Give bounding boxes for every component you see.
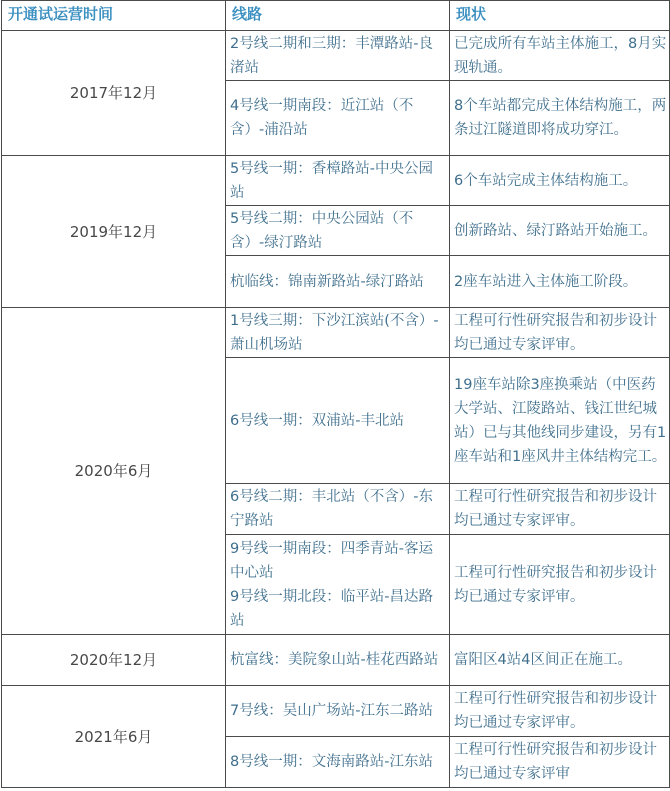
metro-schedule-table: [1, 0, 670, 788]
status-cell: 6个车站完成主体结构施工。: [450, 156, 670, 206]
status-cell: 富阳区4站4区间正在施工。: [450, 635, 670, 686]
header-date: 开通试运营时间: [2, 1, 226, 31]
table-row: [2, 686, 670, 737]
line-cell: 8号线一期：文海南路站-江东站: [226, 737, 450, 788]
table-row: [2, 635, 670, 686]
line-cell: 5号线二期：中央公园站（不含）-绿汀路站: [226, 206, 450, 256]
status-cell: 8个车站都完成主体结构施工，两条过江隧道即将成功穿江。: [450, 81, 670, 156]
line-cell: [226, 535, 450, 635]
status-cell: 工程可行性研究报告和初步设计均已通过专家评审: [450, 737, 670, 788]
line-cell: 2号线二期和三期：丰潭路站-良渚站: [226, 31, 450, 81]
line-cell: 杭富线：美院象山站-桂花西路站: [226, 635, 450, 686]
date-cell: 2017年12月: [2, 31, 226, 156]
line-cell: 7号线：吴山广场站-江东二路站: [226, 686, 450, 737]
line-cell: 杭临线：锦南新路站-绿汀路站: [226, 256, 450, 308]
date-cell: 2020年12月: [2, 635, 226, 686]
line-cell: 6号线一期：双浦站-丰北站: [226, 358, 450, 484]
status-cell: 19座车站除3座换乘站（中医药大学站、江陵路站、钱江世纪城站）已与其他线同步建设，另有1座车站和1座风井主体结构完工。: [450, 358, 670, 484]
table-row: [2, 31, 670, 81]
line-text: 9号线一期北段：临平站-昌达路站: [230, 588, 433, 629]
date-cell: 2020年6月: [2, 308, 226, 635]
status-cell: 工程可行性研究报告和初步设计均已通过专家评审。: [450, 686, 670, 737]
table-row: [2, 308, 670, 358]
line-cell: 6号线二期：丰北站（不含）-东宁路站: [226, 484, 450, 535]
status-cell: 创新路站、绿汀路站开始施工。: [450, 206, 670, 256]
status-cell: 工程可行性研究报告和初步设计均已通过专家评审。: [450, 484, 670, 535]
header-status: 现状: [450, 1, 670, 31]
line-cell: 5号线一期：香樟路站-中央公园站: [226, 156, 450, 206]
status-cell: 工程可行性研究报告和初步设计均已通过专家评审。: [450, 308, 670, 358]
date-cell: 2019年12月: [2, 156, 226, 308]
status-cell: 已完成所有车站主体施工，8月实现轨通。: [450, 31, 670, 81]
date-cell: 2021年6月: [2, 686, 226, 788]
status-cell: 2座车站进入主体施工阶段。: [450, 256, 670, 308]
line-text: 9号线一期南段：四季青站-客运中心站: [230, 540, 433, 581]
line-cell: 4号线一期南段：近江站（不含）-浦沿站: [226, 81, 450, 156]
status-cell: 工程可行性研究报告和初步设计均已通过专家评审。: [450, 535, 670, 635]
table-row: [2, 156, 670, 206]
header-row: [2, 1, 670, 31]
header-line: 线路: [226, 1, 450, 31]
line-cell: 1号线三期：下沙江滨站(不含）-萧山机场站: [226, 308, 450, 358]
